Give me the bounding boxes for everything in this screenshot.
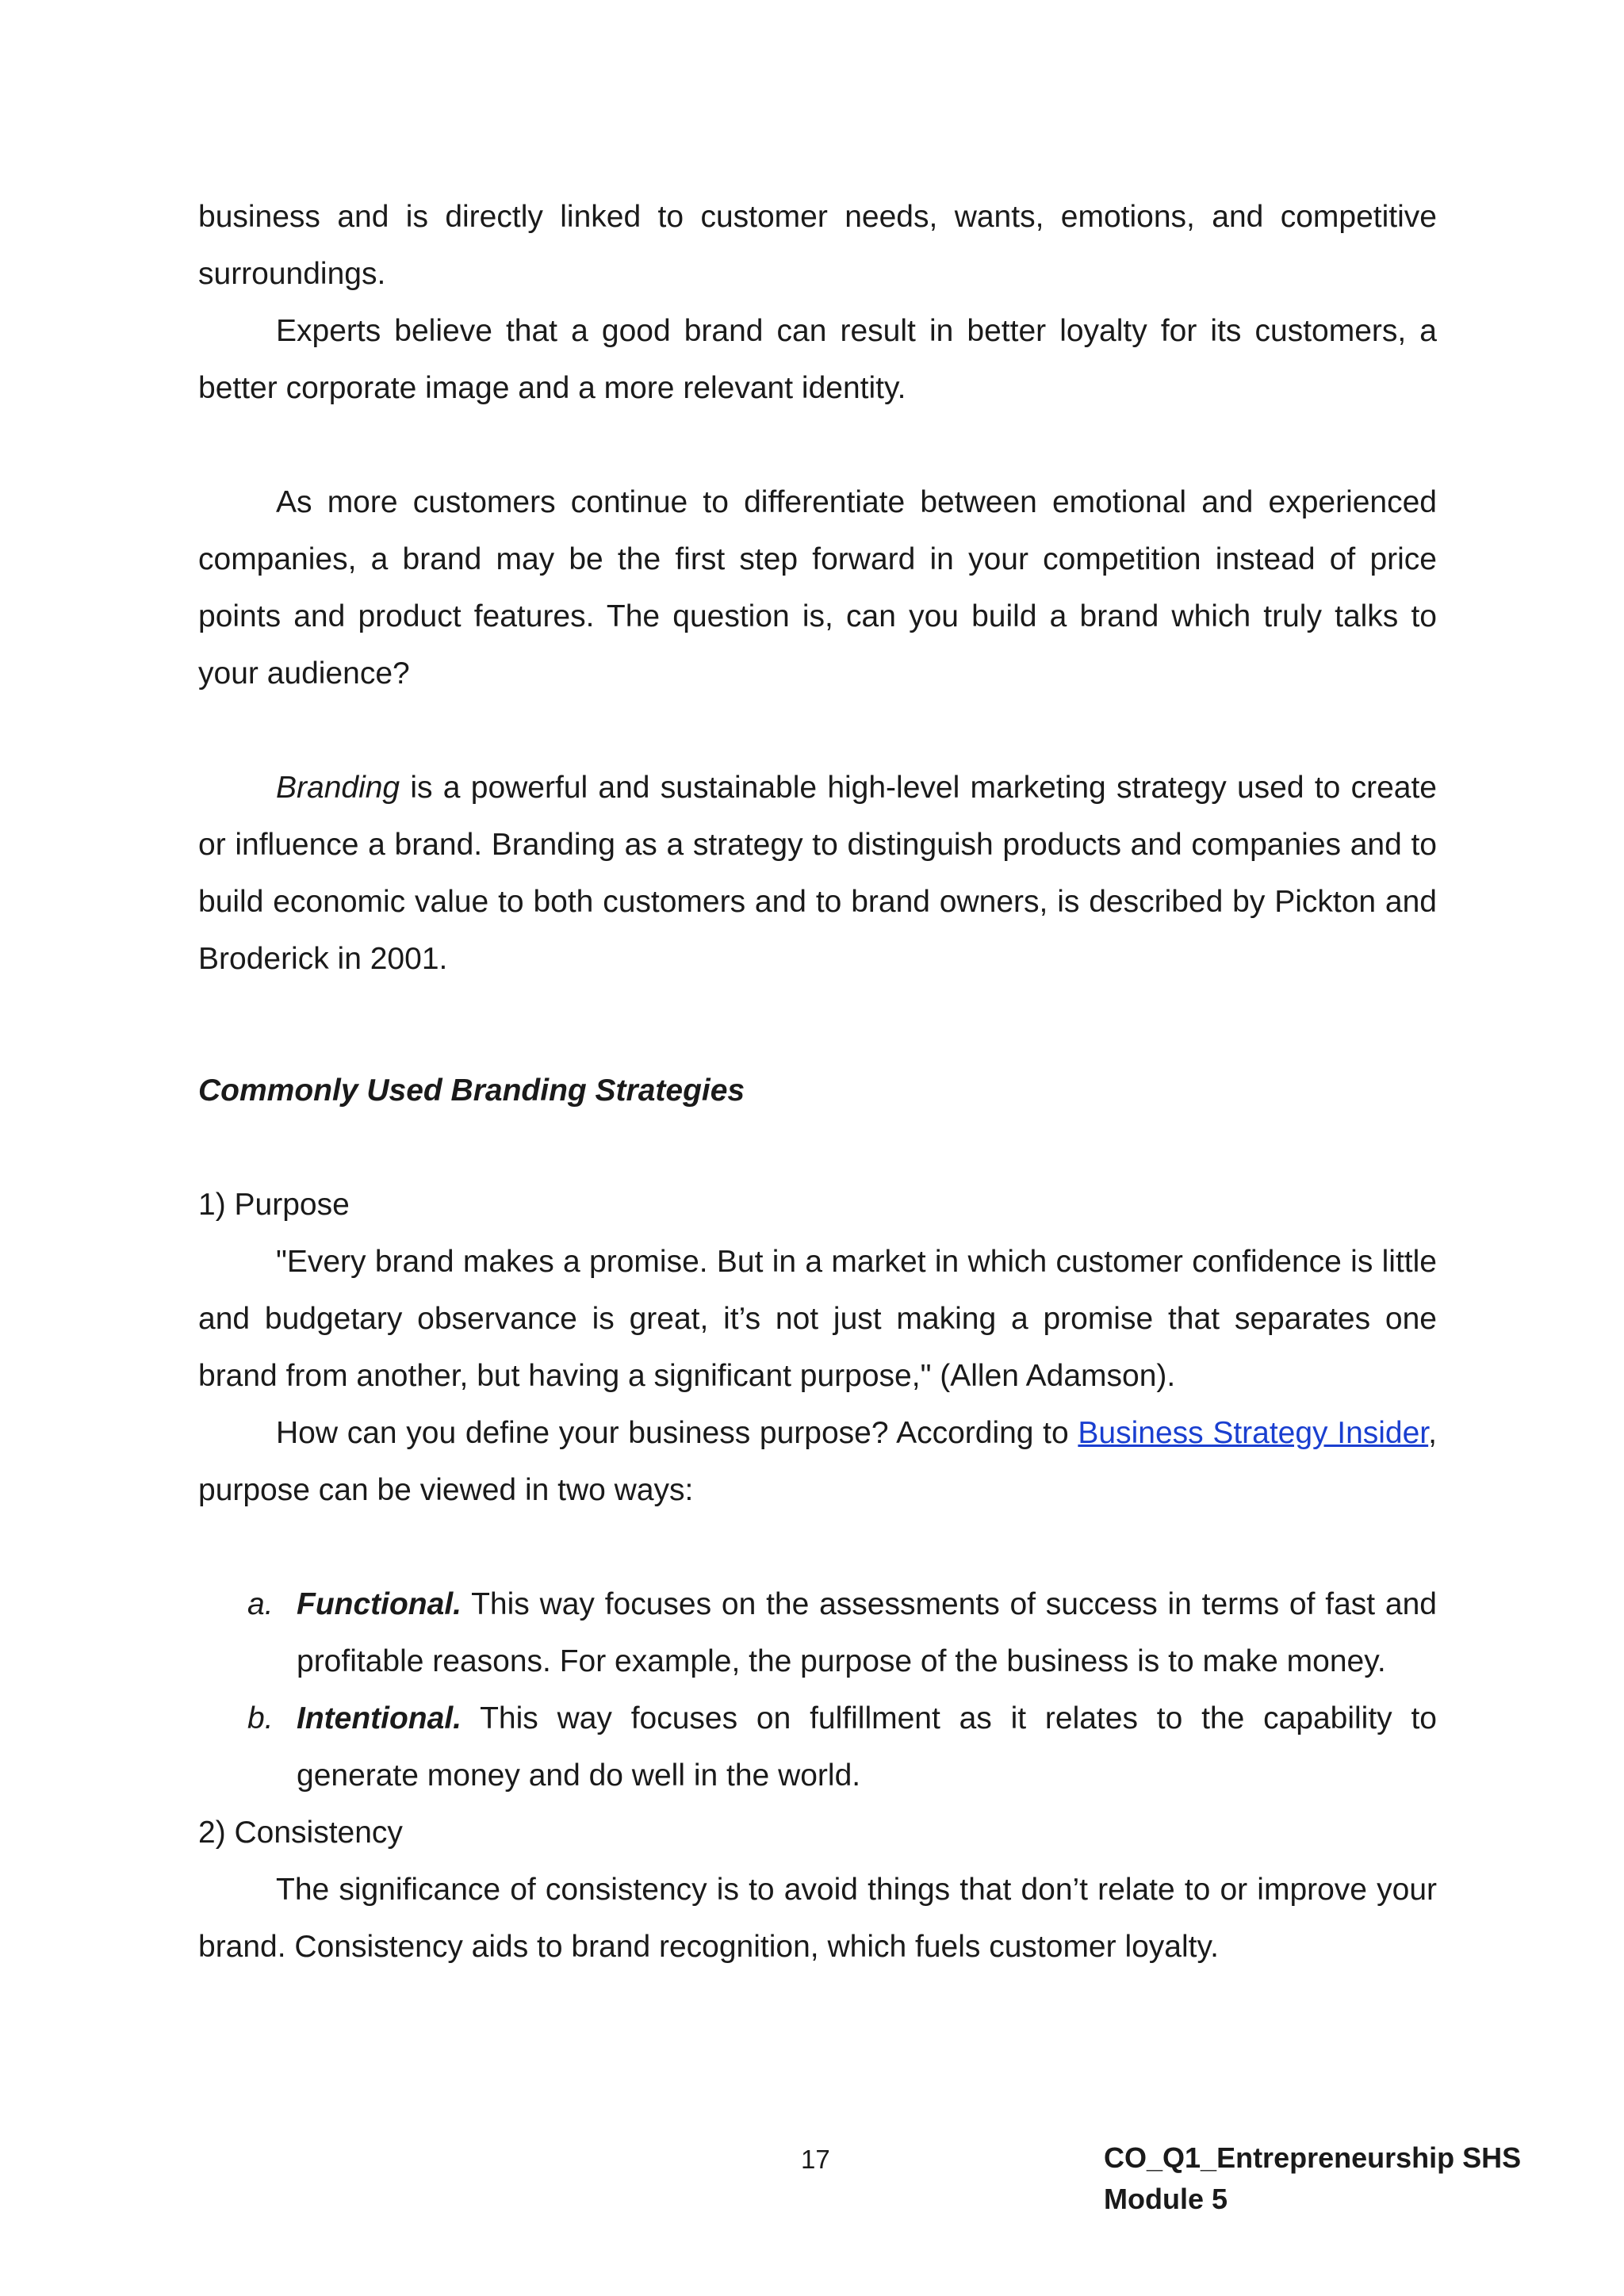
business-strategy-insider-link[interactable]: Business Strategy Insider xyxy=(1078,1416,1429,1450)
purpose-question xyxy=(198,1405,1437,1519)
list-item xyxy=(198,1690,1437,1804)
purpose-question-tail: , purpose can be viewed in two ways: xyxy=(198,1416,1437,1507)
paragraph-spacer xyxy=(198,417,1437,474)
list-marker: a. xyxy=(247,1587,274,1621)
section-heading: Commonly Used Branding Strategies xyxy=(198,1073,745,1108)
module-code-line: CO_Q1_Entrepreneurship SHS xyxy=(1104,2141,1522,2174)
paragraph-spacer xyxy=(198,702,1437,760)
branding-paragraph xyxy=(198,760,1437,988)
way-description: This way focuses on the assessments of success in terms of fast and profitable reasons. For example, the purpose of the business is to make money. xyxy=(297,1587,1437,1678)
paragraph-spacer xyxy=(198,1119,1437,1177)
module-code xyxy=(1104,2137,1521,2220)
customers-paragraph: As more customers continue to differentiate between emotional and experienced companies, a brand may be the first step forward in your competition instead of price points and product features. The question is, can you build a brand which truly talks to your audience? xyxy=(198,485,1437,691)
experts-paragraph: Experts believe that a good brand can result in better loyalty for its customers, a better corporate image and a more relevant identity. xyxy=(198,314,1437,405)
purpose-ways-list xyxy=(198,1576,1437,1804)
page-number: 17 xyxy=(801,2145,830,2174)
consistency-title: 2) Consistency xyxy=(198,1816,403,1850)
way-term: Functional. xyxy=(297,1587,462,1621)
list-marker: b. xyxy=(247,1701,274,1735)
module-code-line: Module 5 xyxy=(1104,2183,1228,2215)
paragraph-spacer xyxy=(198,988,1437,1045)
paragraph-spacer xyxy=(198,1519,1437,1576)
branding-paragraph-text: is a powerful and sustainable high-level marketing strategy used to create or influence a brand. Branding as a strategy to distinguish products and companies and to build economic value to both customers and to brand owners, is described by Pickton and Broderick in 2001. xyxy=(198,771,1437,976)
list-item xyxy=(198,1576,1437,1690)
branding-term: Branding xyxy=(276,771,400,805)
purpose-title: 1) Purpose xyxy=(198,1188,350,1222)
way-term: Intentional. xyxy=(297,1701,462,1735)
heading-spacer xyxy=(198,1045,1437,1062)
purpose-question-text: How can you define your business purpose? According to xyxy=(276,1416,1078,1450)
document-page xyxy=(198,189,1437,1976)
purpose-quote: "Every brand makes a promise. But in a market in which customer confidence is little and budgetary observance is great, it’s not just making a promise that separates one brand from another, but having a significant purpose," (Allen Adamson). xyxy=(198,1245,1437,1393)
consistency-paragraph: The significance of consistency is to avoid things that don’t relate to or improve your brand. Consistency aids to brand recognition, which fuels customer loyalty. xyxy=(198,1873,1437,1964)
way-description: This way focuses on fulfillment as it relates to the capability to generate money and do well in the world. xyxy=(297,1701,1437,1793)
intro-continued-paragraph: business and is directly linked to customer needs, wants, emotions, and competitive surroundings. xyxy=(198,200,1437,291)
